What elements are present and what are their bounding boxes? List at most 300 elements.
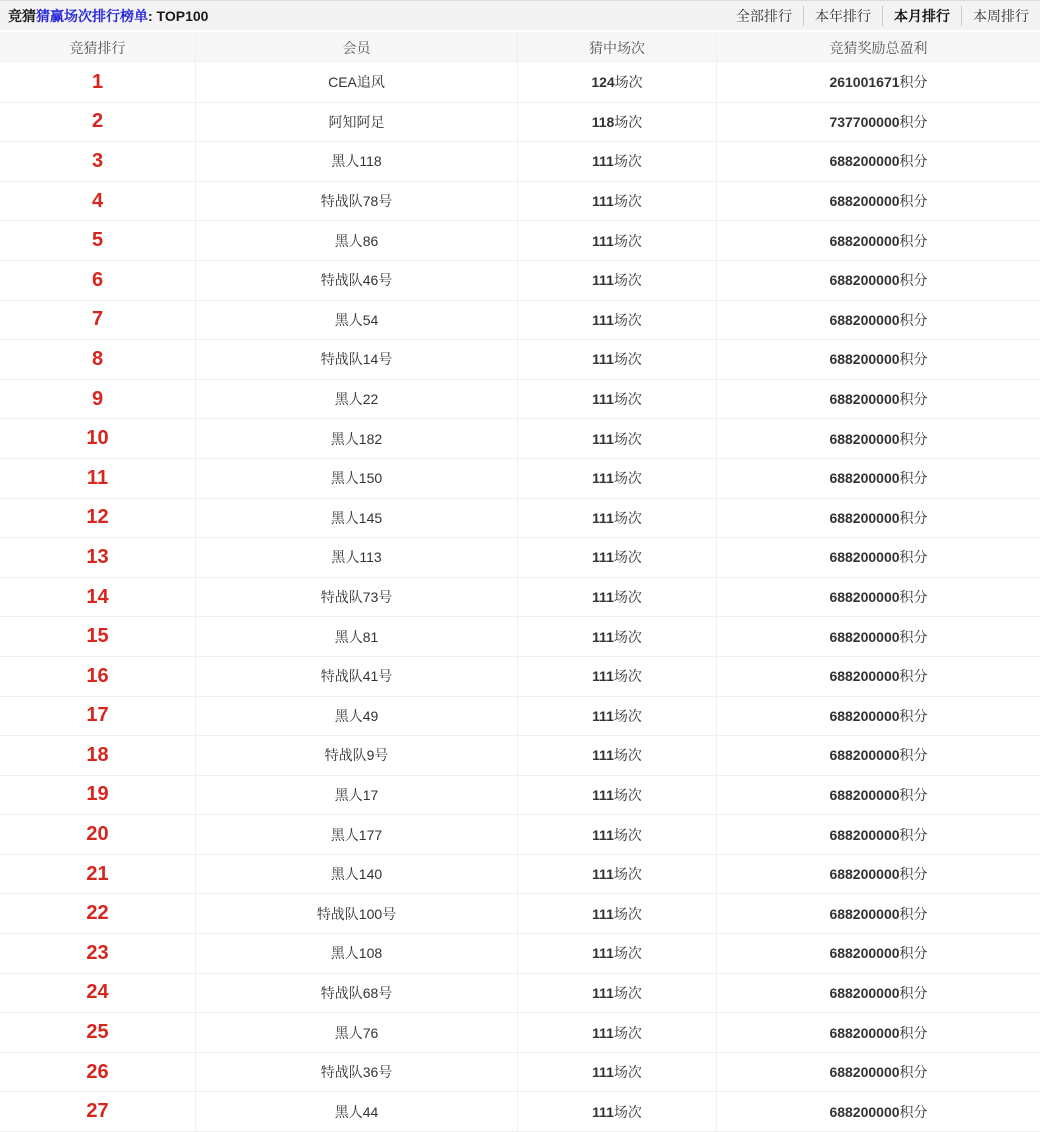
page-title [8,6,208,26]
points-amount: 688200000 [829,430,900,447]
matches-count: 111 [592,866,614,883]
member-cell [196,499,518,538]
matches-count: 111 [592,945,614,962]
matches-count: 111 [592,351,614,368]
points-suffix: 积分 [899,113,928,130]
points-cell [717,1013,1040,1052]
table-row [0,657,1040,697]
tab-week-ranking[interactable]: 本周排行 [961,6,1032,26]
member-cell [196,63,518,102]
matches-count: 111 [592,589,614,606]
matches-cell [518,63,717,102]
member-name: 黑人150 [330,470,383,487]
matches-count: 111 [592,628,614,645]
table-row [0,142,1040,182]
matches-cell [518,261,717,300]
points-suffix: 积分 [899,391,928,408]
matches-count: 111 [592,272,614,289]
member-name: 特战队36号 [320,1064,393,1081]
points-amount: 688200000 [829,628,900,645]
rank-value: 10 [86,427,109,450]
points-suffix: 积分 [899,826,928,843]
member-name: 黑人44 [334,1103,379,1120]
matches-count: 111 [592,984,614,1001]
member-name: 黑人140 [330,866,383,883]
matches-suffix: 场次 [614,74,643,91]
points-suffix: 积分 [899,945,928,962]
points-cell [717,142,1040,181]
member-cell [196,301,518,340]
member-cell [196,776,518,815]
rank-value: 16 [86,664,109,687]
matches-suffix: 场次 [613,470,642,487]
member-name: 黑人108 [330,945,383,962]
matches-cell [518,103,717,142]
points-amount: 688200000 [829,391,900,408]
table-row [0,380,1040,420]
points-cell [717,538,1040,577]
rank-cell [0,380,196,419]
rank-cell [0,63,196,102]
matches-count: 111 [592,391,614,408]
points-amount: 737700000 [829,113,900,130]
member-cell [196,934,518,973]
rank-cell [0,974,196,1013]
matches-count: 111 [592,905,614,922]
matches-count: 111 [592,232,614,249]
points-cell [717,697,1040,736]
points-amount: 688200000 [829,1103,900,1120]
points-amount: 688200000 [829,747,900,764]
table-row [0,578,1040,618]
matches-count: 111 [592,470,614,487]
rank-cell [0,221,196,260]
rank-cell [0,538,196,577]
points-cell [717,1053,1040,1092]
points-suffix: 积分 [899,153,928,170]
member-name: 黑人17 [334,786,379,803]
member-name: CEA追风 [328,74,385,91]
rank-value: 15 [86,625,109,648]
points-amount: 688200000 [829,945,900,962]
member-cell [196,459,518,498]
rank-value: 27 [86,1100,109,1123]
table-row [0,1013,1040,1053]
rank-value: 21 [86,862,109,885]
member-cell [196,1053,518,1092]
rank-value: 14 [86,585,109,608]
matches-count: 111 [592,786,614,803]
matches-suffix: 场次 [613,509,642,526]
matches-suffix: 场次 [613,984,642,1001]
matches-suffix: 场次 [613,747,642,764]
member-name: 黑人76 [334,1024,379,1041]
points-cell [717,934,1040,973]
member-name: 阿知阿足 [328,113,385,130]
matches-cell [518,776,717,815]
points-cell [717,261,1040,300]
matches-suffix: 场次 [614,113,643,130]
points-amount: 688200000 [829,668,900,685]
matches-count: 111 [592,153,614,170]
points-cell [717,499,1040,538]
matches-suffix: 场次 [613,272,642,289]
points-cell [717,815,1040,854]
matches-cell [518,459,717,498]
rank-cell [0,855,196,894]
table-row [0,736,1040,776]
table-row [0,617,1040,657]
matches-count: 111 [592,549,614,566]
column-header-rank: 竞猜排行 [0,32,196,63]
leaderboard-titlebar [0,0,1040,30]
matches-cell [518,142,717,181]
points-suffix: 积分 [899,747,928,764]
member-name: 黑人182 [330,430,383,447]
rank-value: 23 [86,941,109,964]
table-row [0,776,1040,816]
points-suffix: 积分 [899,509,928,526]
points-cell [717,419,1040,458]
matches-suffix: 场次 [613,549,642,566]
table-row [0,1053,1040,1093]
points-suffix: 积分 [899,232,928,249]
points-suffix: 积分 [899,549,928,566]
rank-cell [0,419,196,458]
rank-value: 13 [86,545,109,568]
points-amount: 688200000 [829,193,900,210]
points-amount: 261001671 [829,74,900,91]
points-amount: 688200000 [829,589,900,606]
rank-cell [0,776,196,815]
matches-count: 111 [592,509,614,526]
points-amount: 688200000 [829,786,900,803]
member-cell [196,894,518,933]
matches-count: 111 [592,1103,614,1120]
matches-cell [518,221,717,260]
points-amount: 688200000 [829,905,900,922]
member-cell [196,380,518,419]
member-name: 黑人145 [330,509,383,526]
matches-cell [518,538,717,577]
points-suffix: 积分 [899,272,928,289]
matches-count: 111 [592,311,614,328]
matches-suffix: 场次 [613,945,642,962]
points-suffix: 积分 [899,1064,928,1081]
matches-cell [518,301,717,340]
member-cell [196,1092,518,1131]
member-name: 黑人54 [334,311,379,328]
matches-count: 111 [592,1024,614,1041]
points-cell [717,617,1040,656]
points-cell [717,63,1040,102]
rank-cell [0,736,196,775]
points-amount: 688200000 [829,272,900,289]
points-suffix: 积分 [899,707,928,724]
points-suffix: 积分 [899,589,928,606]
table-row [0,261,1040,301]
matches-cell [518,340,717,379]
rank-cell [0,578,196,617]
matches-suffix: 场次 [613,153,642,170]
points-amount: 688200000 [829,153,900,170]
member-cell [196,419,518,458]
member-name: 特战队78号 [320,193,393,210]
tab-year-ranking[interactable]: 本年排行 [803,6,882,26]
table-row [0,63,1040,103]
points-suffix: 积分 [899,1024,928,1041]
points-cell [717,855,1040,894]
matches-suffix: 场次 [613,1064,642,1081]
leaderboard-table-body [0,63,1040,1132]
matches-cell [518,1092,717,1131]
matches-count: 111 [592,430,614,447]
member-name: 黑人113 [331,549,382,566]
matches-suffix: 场次 [613,668,642,685]
rank-value: 3 [91,149,104,172]
rank-cell [0,1092,196,1131]
rank-cell [0,459,196,498]
points-cell [717,776,1040,815]
matches-cell [518,1013,717,1052]
points-suffix: 积分 [899,311,928,328]
table-row [0,894,1040,934]
matches-count: 111 [592,668,614,685]
member-name: 黑人22 [334,391,379,408]
rank-value: 6 [91,268,104,291]
member-cell [196,617,518,656]
rank-cell [0,182,196,221]
member-cell [196,142,518,181]
points-amount: 688200000 [829,866,900,883]
points-cell [717,301,1040,340]
points-suffix: 积分 [899,1103,928,1120]
member-name: 特战队14号 [320,351,393,368]
matches-suffix: 场次 [613,1024,642,1041]
rank-value: 11 [86,466,109,489]
table-row [0,419,1040,459]
points-cell [717,894,1040,933]
member-cell [196,697,518,736]
rank-cell [0,103,196,142]
member-name: 特战队46号 [320,272,393,289]
member-name: 特战队41号 [320,668,393,685]
member-name: 黑人81 [334,628,379,645]
matches-suffix: 场次 [613,391,642,408]
points-cell [717,578,1040,617]
member-name: 特战队68号 [320,984,393,1001]
points-cell [717,459,1040,498]
points-cell [717,340,1040,379]
table-row [0,499,1040,539]
table-header-row [0,32,1040,63]
matches-cell [518,617,717,656]
points-suffix: 积分 [899,470,928,487]
member-cell [196,182,518,221]
table-row [0,301,1040,341]
matches-cell [518,974,717,1013]
points-suffix: 积分 [899,905,928,922]
points-suffix: 积分 [899,193,928,210]
matches-suffix: 场次 [613,866,642,883]
matches-count: 111 [592,1064,614,1081]
rank-cell [0,697,196,736]
rank-value: 4 [91,189,104,212]
matches-count: 111 [592,826,614,843]
points-amount: 688200000 [829,311,900,328]
points-cell [717,736,1040,775]
points-amount: 688200000 [829,549,900,566]
rank-value: 24 [86,981,109,1004]
member-cell [196,974,518,1013]
table-row [0,459,1040,499]
table-row [0,815,1040,855]
rank-value: 26 [86,1060,109,1083]
matches-suffix: 场次 [613,193,642,210]
matches-suffix: 场次 [613,311,642,328]
member-cell [196,538,518,577]
rank-cell [0,142,196,181]
rank-cell [0,934,196,973]
rank-value: 7 [91,308,104,331]
matches-cell [518,380,717,419]
table-row [0,538,1040,578]
rank-value: 19 [86,783,109,806]
points-amount: 688200000 [829,984,900,1001]
table-row [0,221,1040,261]
rank-value: 17 [86,704,109,727]
title-segment-highlight: 猜赢场次排行榜单 [36,7,148,24]
member-cell [196,103,518,142]
member-cell [196,340,518,379]
rank-value: 8 [91,347,104,370]
member-cell [196,221,518,260]
matches-suffix: 场次 [613,589,642,606]
ranking-period-tabs [725,6,1032,26]
matches-cell [518,657,717,696]
points-cell [717,1092,1040,1131]
rank-value: 25 [86,1021,109,1044]
matches-count: 118 [591,113,615,130]
matches-suffix: 场次 [613,905,642,922]
matches-suffix: 场次 [613,826,642,843]
points-cell [717,657,1040,696]
rank-value: 12 [86,506,109,529]
rank-cell [0,894,196,933]
rank-value: 22 [86,902,109,925]
table-row [0,974,1040,1014]
table-row [0,855,1040,895]
matches-cell [518,894,717,933]
member-cell [196,578,518,617]
member-cell [196,1013,518,1052]
matches-suffix: 场次 [613,707,642,724]
matches-count: 111 [592,747,614,764]
tab-month-ranking[interactable]: 本月排行 [882,6,961,26]
matches-cell [518,855,717,894]
rank-cell [0,815,196,854]
points-suffix: 积分 [899,984,928,1001]
member-cell [196,855,518,894]
title-segment-1: 竞猜 [8,7,36,24]
rank-cell [0,340,196,379]
points-amount: 688200000 [829,351,900,368]
table-row [0,182,1040,222]
table-row [0,340,1040,380]
member-name: 黑人118 [331,153,382,170]
member-cell [196,815,518,854]
table-row [0,934,1040,974]
points-suffix: 积分 [899,74,928,91]
points-suffix: 积分 [899,430,928,447]
points-amount: 688200000 [829,707,900,724]
member-name: 特战队9号 [324,747,389,764]
matches-cell [518,815,717,854]
column-header-points: 竞猜奖励总盈利 [829,39,928,56]
points-amount: 688200000 [829,1024,900,1041]
matches-count: 111 [592,707,614,724]
matches-cell [518,1053,717,1092]
points-cell [717,380,1040,419]
matches-count: 124 [591,74,615,91]
points-suffix: 积分 [899,351,928,368]
points-suffix: 积分 [899,668,928,685]
member-name: 黑人49 [334,707,379,724]
matches-count: 111 [592,193,614,210]
points-suffix: 积分 [899,628,928,645]
table-row [0,1092,1040,1132]
rank-value: 20 [86,823,109,846]
member-cell [196,261,518,300]
points-amount: 688200000 [829,470,900,487]
matches-suffix: 场次 [613,430,642,447]
matches-cell [518,934,717,973]
rank-cell [0,617,196,656]
matches-cell [518,182,717,221]
points-suffix: 积分 [899,866,928,883]
points-amount: 688200000 [829,826,900,843]
rank-cell [0,1053,196,1092]
matches-cell [518,499,717,538]
matches-cell [518,697,717,736]
points-suffix: 积分 [899,786,928,803]
tab-all-ranking[interactable]: 全部排行 [736,7,792,24]
rank-cell [0,657,196,696]
rank-value: 1 [91,70,104,93]
matches-suffix: 场次 [613,1103,642,1120]
points-cell [717,182,1040,221]
points-cell [717,974,1040,1013]
matches-suffix: 场次 [613,628,642,645]
column-header-matches: 猜中场次 [518,32,717,63]
title-segment-3: : TOP100 [148,7,209,24]
matches-cell [518,736,717,775]
rank-cell [0,301,196,340]
points-amount: 688200000 [829,509,900,526]
points-cell [717,221,1040,260]
points-amount: 688200000 [829,1064,900,1081]
matches-suffix: 场次 [613,232,642,249]
rank-cell [0,499,196,538]
member-cell [196,657,518,696]
table-row [0,697,1040,737]
member-name: 黑人86 [334,232,379,249]
member-cell [196,736,518,775]
matches-cell [518,578,717,617]
points-cell [717,103,1040,142]
matches-suffix: 场次 [613,786,642,803]
rank-value: 9 [91,387,104,410]
